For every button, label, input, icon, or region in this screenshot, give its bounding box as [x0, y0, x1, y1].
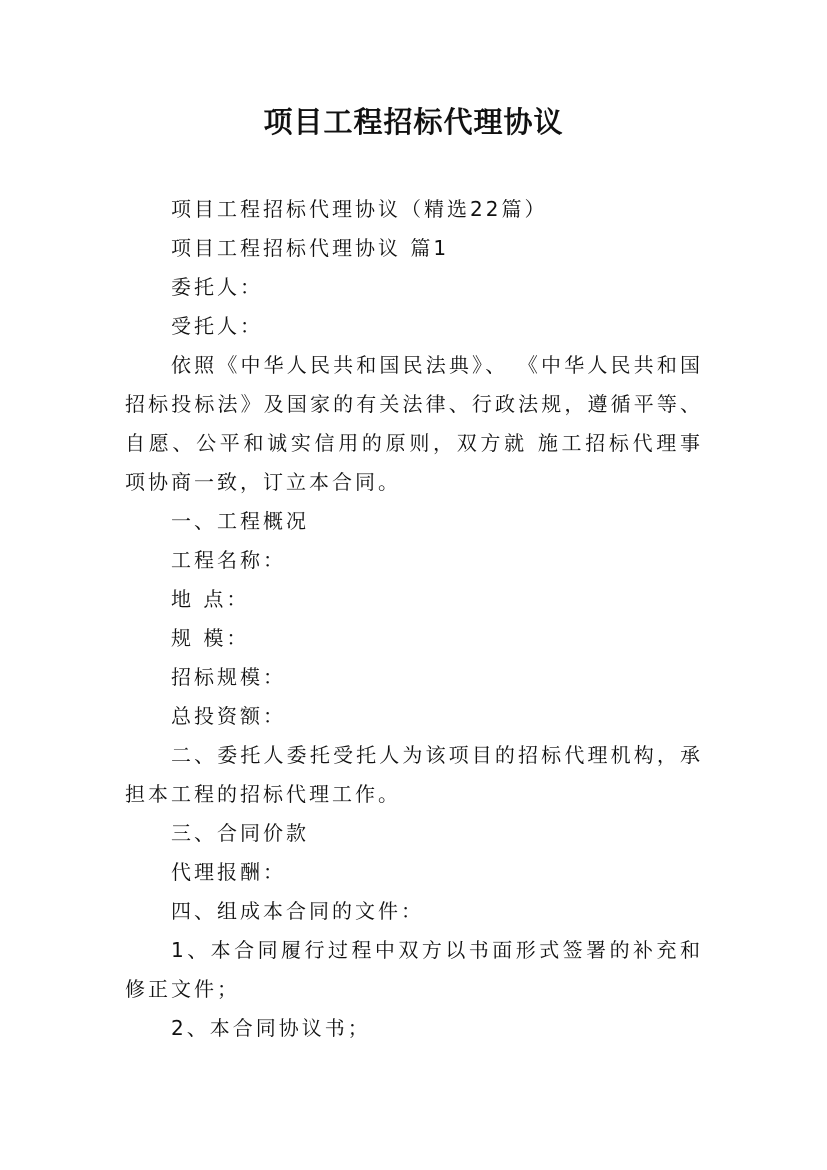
paragraph-project-overview-heading: 一、工程概况 [171, 509, 309, 533]
paragraph-contract-documents-heading: 四、组成本合同的文件： [171, 899, 424, 923]
paragraph-tender-scope: 招标规模： [171, 665, 286, 689]
paragraph-section-heading: 项目工程招标代理协议 篇1 [171, 236, 450, 260]
paragraph-document-item-1: 1、本合同履行过程中双方以书面形式签署的补充和修正文件； [125, 938, 703, 1001]
paragraph-scale: 规 模： [171, 626, 250, 650]
paragraph-agent: 受托人： [171, 314, 263, 338]
paragraph-entrustment: 二、委托人委托受托人为该项目的招标代理机构，承担本工程的招标代理工作。 [125, 743, 703, 806]
document-body [125, 190, 713, 1048]
document-title: 项目工程招标代理协议 [263, 105, 564, 139]
paragraph-contract-price-heading: 三、合同价款 [171, 821, 309, 845]
paragraph-subtitle: 项目工程招标代理协议（精选22篇） [171, 197, 548, 221]
paragraph-principal: 委托人： [171, 275, 263, 299]
paragraph-agency-fee: 代理报酬： [171, 860, 286, 884]
paragraph-document-item-2: 2、本合同协议书； [171, 1016, 371, 1040]
paragraph-total-investment: 总投资额： [171, 704, 286, 728]
paragraph-location: 地 点： [171, 587, 250, 611]
paragraph-legal-basis: 依照《中华人民共和国民法典》、 《中华人民共和国招标投标法》及国家的有关法律、行政法规，遵循平等、 自愿、公平和诚实信用的原则，双方就 施工招标代理事项协商一致，订立本合同。 [125, 353, 713, 494]
paragraph-project-name: 工程名称： [171, 548, 286, 572]
